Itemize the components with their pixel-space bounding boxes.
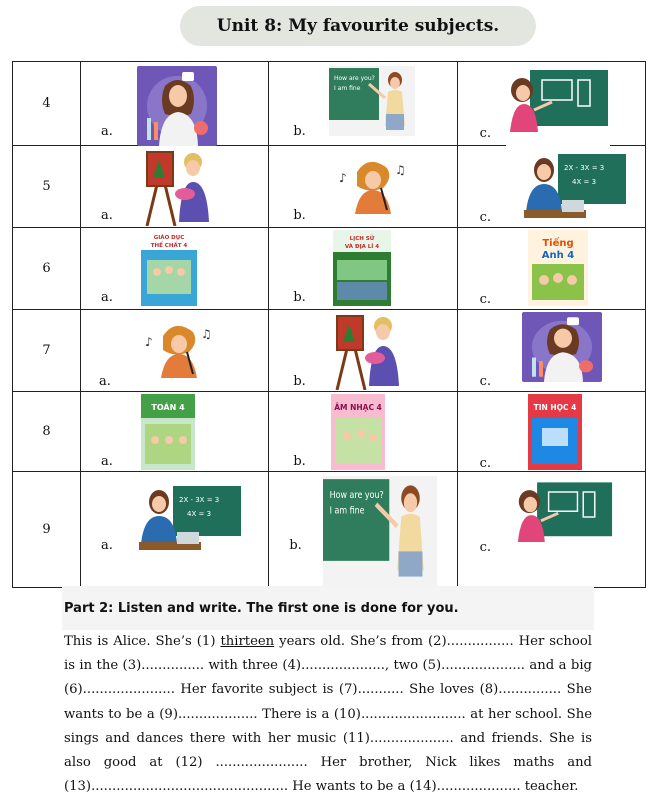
music-book-picture <box>331 394 385 470</box>
option-label: b. <box>293 454 306 469</box>
math-book-picture <box>141 394 195 470</box>
question-row <box>13 472 646 588</box>
option-cell[interactable] <box>269 228 457 310</box>
teacher-computer-picture <box>506 66 610 146</box>
question-number: 8 <box>13 392 81 472</box>
option-label: a. <box>101 208 113 223</box>
option-label: a. <box>101 124 113 139</box>
math-teacher-picture <box>139 482 243 554</box>
svg-text:I am fine: I am fine <box>329 506 365 517</box>
painter-picture <box>329 312 403 390</box>
option-label: b. <box>293 374 306 389</box>
pe-book-picture <box>141 230 197 306</box>
option-label: c. <box>479 540 492 555</box>
paragraph-start: This is Alice. She’s (1) <box>64 634 221 649</box>
option-cell[interactable] <box>81 62 269 146</box>
svg-text:2X - 3X = 3: 2X - 3X = 3 <box>563 164 604 172</box>
svg-text:ÂM NHẠC 4: ÂM NHẠC 4 <box>334 403 383 412</box>
option-cell[interactable] <box>269 62 457 146</box>
svg-text:2X - 3X = 3: 2X - 3X = 3 <box>179 496 220 504</box>
option-label: c. <box>479 126 492 141</box>
option-label: c. <box>479 210 492 225</box>
question-row <box>13 146 646 228</box>
option-cell[interactable] <box>81 228 269 310</box>
svg-text:Tiếng: Tiếng <box>542 238 574 249</box>
question-row <box>13 392 646 472</box>
option-cell[interactable] <box>269 472 457 588</box>
option-label: c. <box>479 292 492 307</box>
painter-picture <box>139 148 213 226</box>
option-cell[interactable] <box>81 310 269 392</box>
option-label: b. <box>293 124 306 139</box>
question-number: 9 <box>13 472 81 588</box>
option-label: c. <box>479 374 492 389</box>
svg-text:GIÁO DỤC: GIÁO DỤC <box>153 235 185 241</box>
paragraph-rest: years old. She’s from (2)................ Her school is in the (3)............... with three (4)...................., two (5).................... and a big (6)...................... Her favorite subject is (7)........... She loves (8)............... She wants to be a (9)................... There is a (10)......................... at her school. She sings and dances there with her music (11).................... and friends. She is also good at (12) ...................... Her brother, Nick likes maths and (13)............................................... He wants to be a (14).................... teacher. <box>64 634 592 795</box>
question-row <box>13 310 646 392</box>
question-number: 6 <box>13 228 81 310</box>
scientist-picture <box>137 66 217 146</box>
option-label: a. <box>101 290 113 305</box>
example-answer: thirteen <box>220 634 275 649</box>
option-label: b. <box>293 208 306 223</box>
option-label: b. <box>293 290 306 305</box>
listening-paragraph <box>64 630 592 799</box>
teacher-board-picture <box>329 66 415 136</box>
part2-title: Part 2: Listen and write. The first one is done for you. <box>64 601 459 616</box>
question-number: 7 <box>13 310 81 392</box>
svg-text:4X = 3: 4X = 3 <box>571 178 596 186</box>
option-label: a. <box>101 538 113 553</box>
option-cell[interactable] <box>457 392 645 472</box>
svg-text:TIN HỌC 4: TIN HỌC 4 <box>533 403 577 412</box>
teacher-computer-picture <box>514 478 614 556</box>
it-book-picture <box>528 394 582 470</box>
option-cell[interactable] <box>81 392 269 472</box>
svg-text:TOÁN 4: TOÁN 4 <box>151 403 185 412</box>
question-table <box>12 61 646 588</box>
option-label: a. <box>99 374 111 389</box>
english-book-picture <box>528 230 588 306</box>
option-cell[interactable] <box>457 146 645 228</box>
option-cell[interactable] <box>457 472 645 588</box>
svg-text:I am fine: I am fine <box>334 85 361 92</box>
question-number: 5 <box>13 146 81 228</box>
teacher-board-picture <box>323 476 437 586</box>
option-label: c. <box>479 456 492 471</box>
option-cell[interactable] <box>81 472 269 588</box>
svg-text:How are you?: How are you? <box>329 490 385 502</box>
question-number: 4 <box>13 62 81 146</box>
svg-text:LỊCH SỬ: LỊCH SỬ <box>349 236 375 242</box>
option-cell[interactable] <box>269 146 457 228</box>
option-cell[interactable] <box>269 310 457 392</box>
math-teacher-picture <box>524 150 628 222</box>
option-cell[interactable] <box>457 62 645 146</box>
question-row <box>13 62 646 146</box>
option-label: a. <box>101 454 113 469</box>
history-book-picture <box>333 230 391 306</box>
svg-text:VÀ ĐỊA LÍ 4: VÀ ĐỊA LÍ 4 <box>345 244 380 250</box>
option-cell[interactable] <box>81 146 269 228</box>
option-cell[interactable] <box>457 310 645 392</box>
svg-text:THỂ CHẤT 4: THỂ CHẤT 4 <box>150 243 188 249</box>
svg-text:Anh 4: Anh 4 <box>541 250 574 261</box>
singer-picture <box>335 154 411 214</box>
option-label: b. <box>289 538 302 553</box>
option-cell[interactable] <box>269 392 457 472</box>
singer-picture <box>141 318 217 378</box>
scientist-picture <box>522 312 602 382</box>
question-row <box>13 228 646 310</box>
option-cell[interactable] <box>457 228 645 310</box>
unit-title: Unit 8: My favourite subjects. <box>180 6 536 46</box>
svg-text:How are you?: How are you? <box>334 75 376 82</box>
svg-text:4X = 3: 4X = 3 <box>187 510 212 518</box>
